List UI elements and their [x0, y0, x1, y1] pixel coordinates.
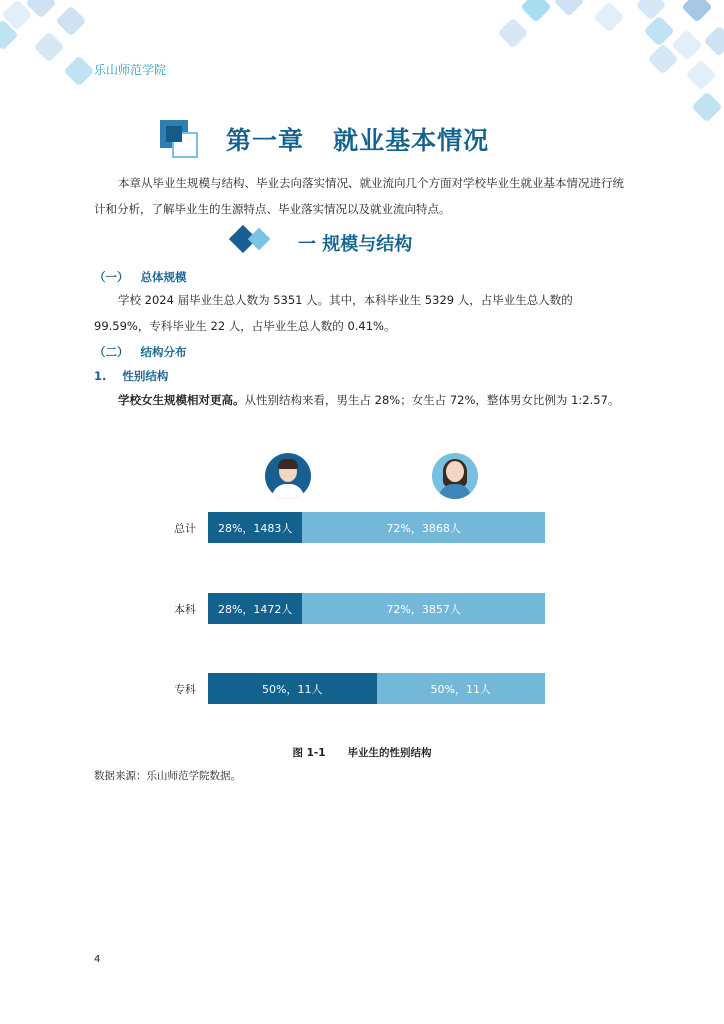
bar-label-junior: 专科 [174, 683, 196, 696]
bar-segment-male-total: 28%，1483人 [208, 512, 302, 543]
bar-segment-male-junior: 50%，11人 [208, 673, 377, 704]
decoration-diamond [703, 25, 724, 56]
decoration-diamond [63, 55, 94, 86]
subsection-heading-structure: （二） 结构分布 [94, 345, 187, 359]
decoration-diamond [55, 5, 86, 36]
decoration-diamond [691, 91, 722, 122]
bar-total [208, 512, 545, 543]
decoration-diamond [643, 15, 674, 46]
decoration-diamond [33, 31, 64, 62]
bar-segment-female-junior: 50%，11人 [377, 673, 546, 704]
page-number: 4 [94, 954, 101, 965]
school-name: 乐山师范学院 [94, 63, 167, 77]
figure-caption: 图 1-1 毕业生的性别结构 [292, 747, 432, 759]
chapter-title: 第一章 就业基本情况 [226, 126, 490, 155]
decoration-diamond [685, 59, 716, 90]
bar-segment-female-total: 72%，3868人 [302, 512, 545, 543]
section-title: 一 规模与结构 [298, 234, 413, 255]
bar-label-undergrad: 本科 [174, 603, 196, 616]
gender-paragraph [94, 387, 628, 413]
decoration-diamond [553, 0, 584, 17]
male-avatar-icon [265, 453, 311, 499]
bar-segment-female-undergrad: 72%，3857人 [302, 593, 545, 624]
data-source: 数据来源：乐山师范学院数据。 [94, 770, 241, 782]
subsection-heading-gender: 1. 性别结构 [94, 369, 169, 383]
overall-paragraph: 学校 2024 届毕业生总人数为 5351 人。其中，本科毕业生 5329 人，占毕业生总人数的 99.59%，专科毕业生 22 人，占毕业生总人数的 0.41%。 [94, 293, 573, 333]
chapter-squares-icon [160, 120, 200, 162]
decoration-diamond [681, 0, 712, 23]
decoration-diamond [593, 1, 624, 32]
gender-highlight: 学校女生规模相对更高。 [118, 393, 245, 407]
decoration-diamond [520, 0, 551, 23]
section-diamonds-icon [229, 225, 277, 253]
bar-undergrad [208, 593, 545, 624]
bar-label-total: 总计 [174, 522, 196, 535]
bar-segment-male-undergrad: 28%，1472人 [208, 593, 302, 624]
decoration-diamond [497, 17, 528, 48]
gender-text: 从性别结构来看，男生占 28%；女生占 72%，整体男女比例为 1:2.57。 [244, 393, 620, 407]
intro-paragraph: 本章从毕业生规模与结构、毕业去向落实情况、就业流向几个方面对学校毕业生就业基本情况进行统计和分析，了解毕业生的生源特点、毕业落实情况以及就业流向特点。 [94, 176, 624, 216]
subsection-heading-overall: （一） 总体规模 [94, 270, 187, 284]
bar-junior [208, 673, 545, 704]
female-avatar-icon [432, 453, 478, 499]
